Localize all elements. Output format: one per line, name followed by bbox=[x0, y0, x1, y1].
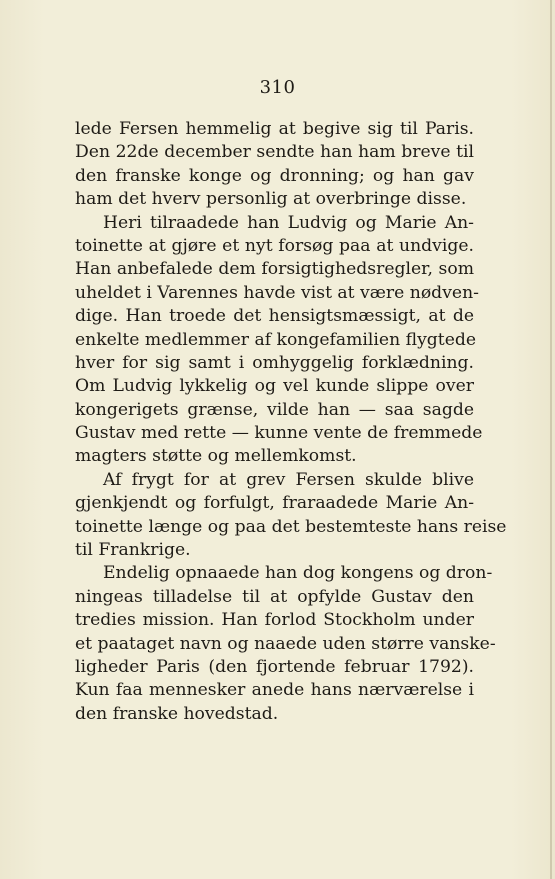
text-line: magters støtte og mellemkomst. bbox=[75, 446, 357, 467]
text-line: til Frankrige. bbox=[75, 540, 191, 561]
text-line: ligheder Paris (den fjortende februar 1792). bbox=[75, 656, 474, 677]
text-line: Af frygt for at grev Fersen skulde blive bbox=[103, 469, 474, 490]
text-line: gjenkjendt og forfulgt, fraraadede Marie An- bbox=[75, 493, 474, 514]
page-edge bbox=[550, 0, 552, 879]
text-line: toinette længe og paa det bestemteste hans reise bbox=[75, 516, 507, 537]
text-line: Om Ludvig lykkelig og vel kunde slippe over bbox=[75, 376, 474, 397]
text-line: ningeas tilladelse til at opfylde Gustav den bbox=[75, 586, 474, 607]
text-line: ham det hverv personlig at overbringe disse. bbox=[75, 189, 467, 210]
text-line: den franske hovedstad. bbox=[75, 703, 279, 724]
body-text bbox=[75, 118, 507, 726]
text-line: den franske konge og dronning; og han gav bbox=[75, 165, 474, 186]
text-line: Kun faa mennesker anede hans nærværelse i bbox=[75, 680, 474, 701]
page-number: 310 bbox=[259, 77, 296, 98]
text-line: tredies mission. Han forlod Stockholm under bbox=[75, 610, 474, 631]
text-line: Den 22de december sendte han ham breve til bbox=[75, 142, 474, 163]
text-line: Gustav med rette — kunne vente de fremmede bbox=[75, 423, 483, 444]
text-line: Han anbefalede dem forsigtighedsregler, som bbox=[75, 259, 474, 280]
text-line: Endelig opnaaede han dog kongens og dron- bbox=[103, 563, 493, 584]
text-line: lede Fersen hemmelig at begive sig til Paris. bbox=[75, 119, 474, 139]
text-line: et paataget navn og naaede uden større vanske- bbox=[75, 633, 496, 654]
text-line: enkelte medlemmer af kongefamilien flygtede bbox=[75, 329, 477, 350]
text-line: hver for sig samt i omhyggelig forklædning. bbox=[75, 352, 474, 373]
text-line: uheldet i Varennes havde vist at være nødven- bbox=[75, 282, 479, 303]
text-line: kongerigets grænse, vilde han — saa sagde bbox=[75, 399, 474, 420]
text-line: Heri tilraadede han Ludvig og Marie An- bbox=[103, 212, 474, 233]
text-line: dige. Han troede det hensigtsmæssigt, at de bbox=[75, 306, 474, 327]
text-line: toinette at gjøre et nyt forsøg paa at undvige. bbox=[75, 235, 474, 256]
